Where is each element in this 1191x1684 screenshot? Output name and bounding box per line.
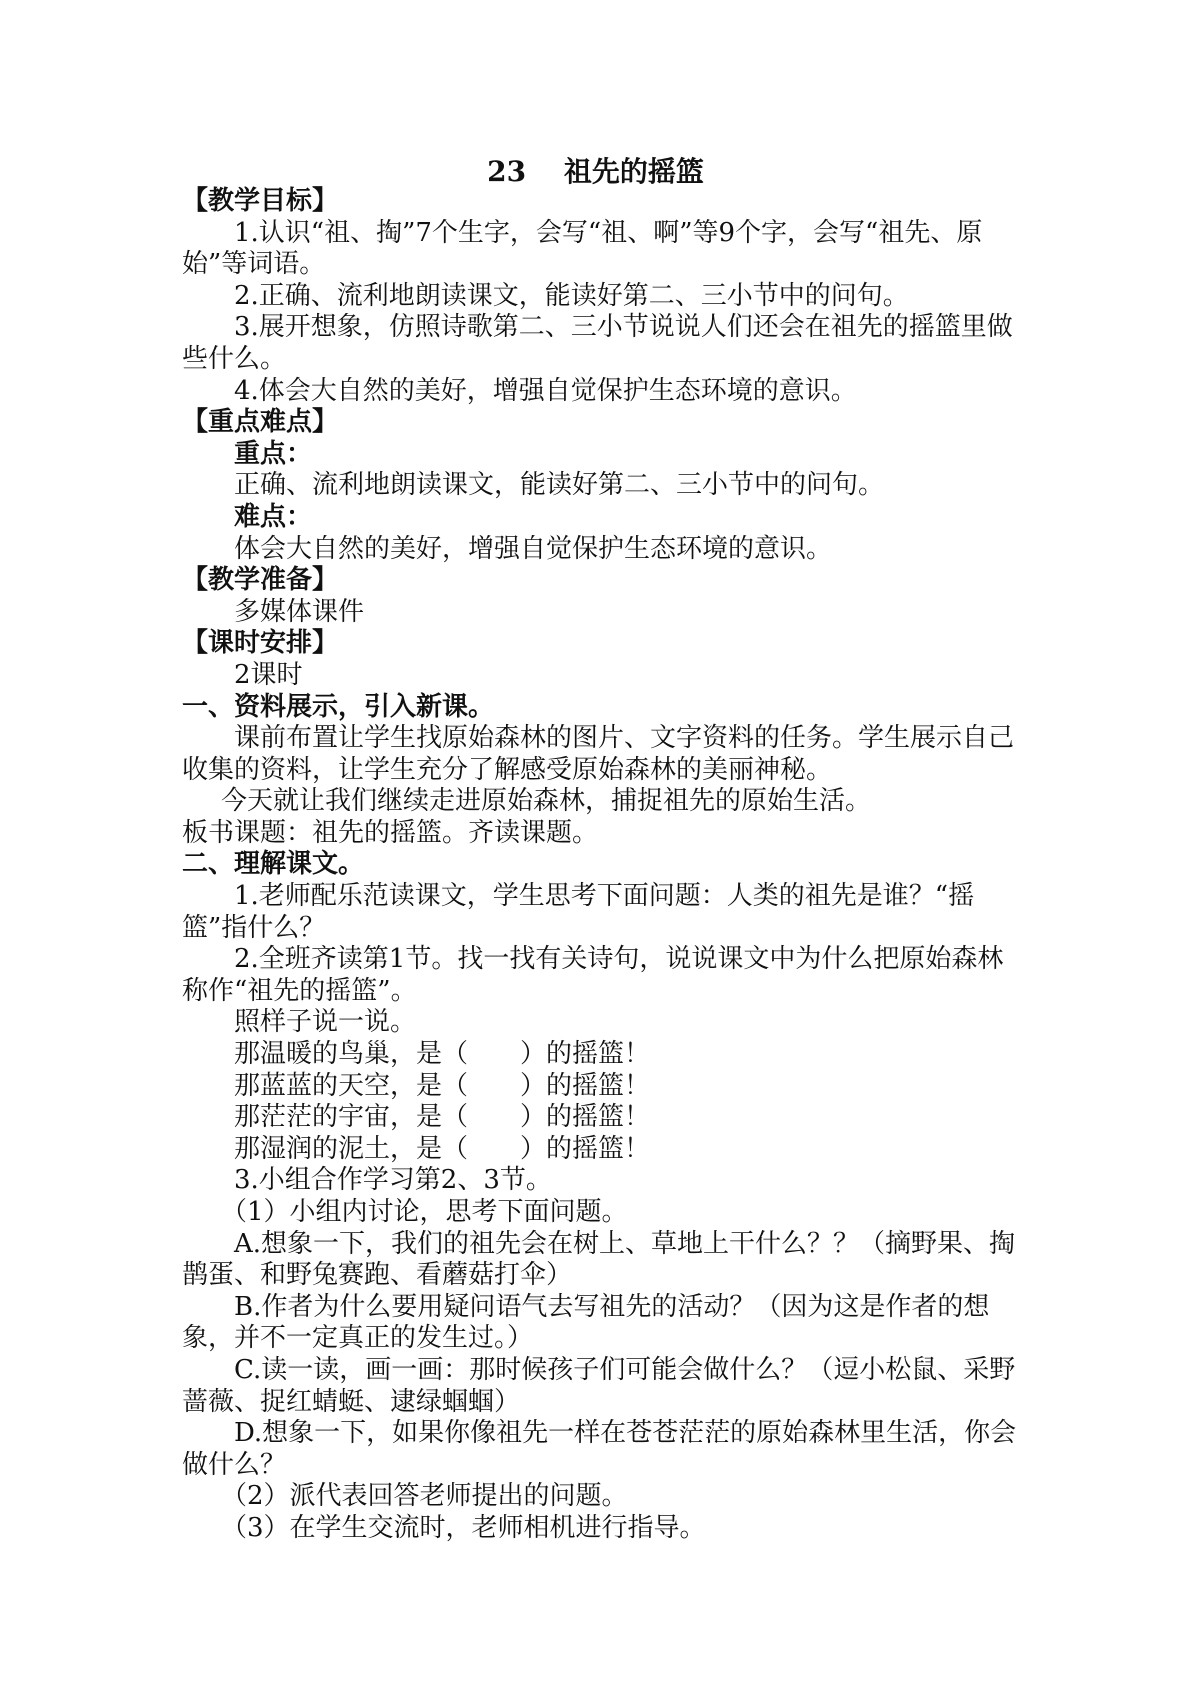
schedule-heading: 【课时安排】 [182,628,339,659]
question-b: B.作者为什么要用疑问语气去写祖先的活动？（因为这是作者的想象，并不一定真正的发生过。） [182,1291,990,1354]
fill-blank-2: 那蓝蓝的天空，是（ ）的摇篮！ [234,1070,651,1101]
schedule-text: 2课时 [234,659,303,690]
preparation-text: 多媒体课件 [234,596,365,627]
part2-step-3-sub-2: （2）派代表回答老师提出的问题。 [221,1481,628,1512]
fill-blank-4: 那湿润的泥土，是（ ）的摇篮！ [234,1133,651,1164]
part1-paragraph-3: 板书课题：祖先的摇篮。齐读课题。 [182,817,599,848]
goal-3: 3.展开想象，仿照诗歌第二、三小节说说人们还会在祖先的摇篮里做些什么。 [182,312,1013,374]
lesson-body [182,186,1022,1545]
part2-step-1: 1.老师配乐范读课文，学生思考下面问题：人类的祖先是谁？“摇篮”指什么？ [182,881,975,943]
part2-heading: 二、理解课文。 [182,849,365,880]
part1-paragraph-2: 今天就让我们继续走进原始森林，捕捉祖先的原始生活。 [221,786,872,817]
lesson-title: 23 祖先的摇篮 [487,155,704,188]
part2-step-2: 2.全班齐读第1节。找一找有关诗句，说说课文中为什么把原始森林称作“祖先的摇篮”。 [182,944,1004,1006]
part2-step-2-prompt: 照样子说一说。 [234,1007,417,1038]
fill-blank-3: 那茫茫的宇宙，是（ ）的摇篮！ [234,1102,651,1133]
question-a: A.想象一下，我们的祖先会在树上、草地上干什么？？（摘野果、掏鹊蛋、和野兔赛跑、看蘑菇打伞） [182,1228,1016,1291]
key-text: 正确、流利地朗读课文，能读好第二、三小节中的问句。 [234,470,885,501]
goals-heading: 【教学目标】 [182,186,339,216]
question-c: C.读一读，画一画：那时候孩子们可能会做什么？（逗小松鼠、采野蔷薇、捉红蜻蜓、逮绿蝈蝈） [182,1354,1016,1417]
part2-step-3-sub-3: （3）在学生交流时，老师相机进行指导。 [221,1512,706,1543]
preparation-heading: 【教学准备】 [182,565,339,596]
goal-1: 1.认识“祖、掏”7个生字，会写“祖、啊”等9个字，会写“祖先、原始”等词语。 [182,217,983,280]
difficulty-text: 体会大自然的美好，增强自觉保护生态环境的意识。 [234,533,833,564]
part1-heading: 一、资料展示，引入新课。 [182,691,495,722]
fill-blank-1: 那温暖的鸟巢，是（ ）的摇篮！ [234,1039,651,1070]
question-d: D.想象一下，如果你像祖先一样在苍苍茫茫的原始森林里生活，你会做什么？ [182,1418,1017,1480]
key-points-heading: 【重点难点】 [182,407,339,438]
part2-step-3: 3.小组合作学习第2、3节。 [234,1165,552,1196]
part2-step-3-sub-1: （1）小组内讨论，思考下面问题。 [221,1197,628,1227]
goal-4: 4.体会大自然的美好，增强自觉保护生态环境的意识。 [234,375,857,406]
part1-paragraph-1: 课前布置让学生找原始森林的图片、文字资料的任务。学生展示自己收集的资料，让学生充分了解感受原始森林的美丽神秘。 [182,723,1015,785]
difficulty-label: 难点： [234,501,313,532]
key-label: 重点： [234,438,313,469]
goal-2: 2.正确、流利地朗读课文，能读好第二、三小节中的问句。 [234,280,909,311]
